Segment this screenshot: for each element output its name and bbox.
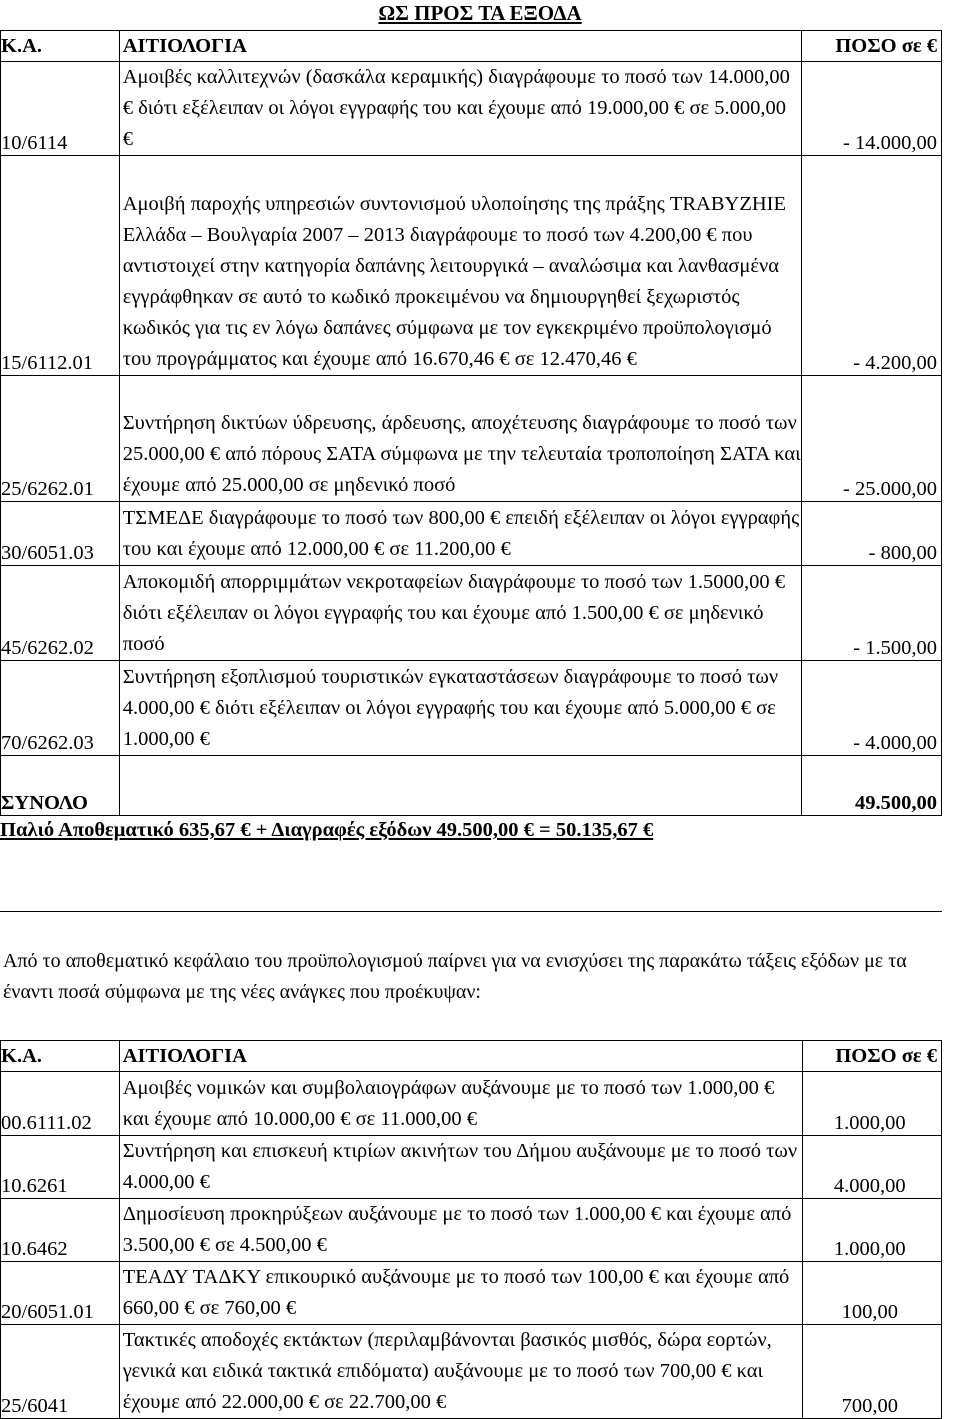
table-row bbox=[1, 661, 942, 756]
divider bbox=[0, 911, 942, 912]
total-row bbox=[1, 756, 942, 816]
row-description: Τακτικές αποδοχές εκτάκτων (περιλαμβάνονται βασικός μισθός, δώρα εορτών, γενικά και ειδικά τακτικά επιδόματα) αυξάνουμε με το ποσό των 700,00 € και έχουμε από 22.000,00 € σε 22.700,00 € bbox=[119, 1325, 802, 1419]
row-amount: - 4.200,00 bbox=[802, 156, 942, 376]
table-header bbox=[1, 1041, 942, 1072]
row-description: ΤΕΑΔΥ ΤΑΔΚΥ επικουρικό αυξάνουμε με το ποσό των 100,00 € και έχουμε από 660,00 € σε 760,00 € bbox=[119, 1262, 802, 1325]
row-amount: 1.000,00 bbox=[802, 1199, 941, 1262]
row-amount: 1.000,00 bbox=[802, 1072, 941, 1136]
table-row bbox=[1, 376, 942, 502]
table-row bbox=[1, 566, 942, 661]
row-amount: 700,00 bbox=[802, 1325, 941, 1419]
row-description: Αμοιβή παροχής υπηρεσιών συντονισμού υλοποίησης της πράξης TRABYZHIE Ελλάδα – Βουλγαρία 2007 – 2013 διαγράφουμε το ποσό των 4.200,00 € που αντιστοιχεί στην κατηγορία δαπάνης λειτουργικά – αναλώσιμα και λανθασμένα εγγράφθηκαν σε αυτό το κωδικό προκειμένου να δημιουργηθεί ξεχωριστός κωδικός για τις εν λόγω δαπάνες σύμφωνα με τον εγκεκριμένο προϋπολογισμό του προγράμματος και έχουμε από 16.670,46 € σε 12.470,46 € bbox=[119, 156, 802, 376]
total-label: ΣΥΝΟΛΟ bbox=[1, 756, 120, 816]
total-value: 49.500,00 bbox=[802, 756, 942, 816]
header-amount: ΠΟΣΟ σε € bbox=[802, 31, 942, 62]
table-row bbox=[1, 1262, 942, 1325]
intro-paragraph: Από το αποθεματικό κεφάλαιο του προϋπολογισμού παίρνει για να ενισχύσει της παρακάτω τάξεις εξόδων με τα έναντι ποσά σύμφωνα με της νέες ανάγκες που προέκυψαν: bbox=[3, 950, 907, 1003]
header-amount: ΠΟΣΟ σε € bbox=[802, 1041, 941, 1072]
table-row bbox=[1, 1136, 942, 1199]
header-code: Κ.Α. bbox=[1, 31, 120, 62]
row-amount: - 25.000,00 bbox=[802, 376, 942, 502]
row-description: Αμοιβές νομικών και συμβολαιογράφων αυξάνουμε με το ποσό των 1.000,00 € και έχουμε από 10.000,00 € σε 11.000,00 € bbox=[119, 1072, 802, 1136]
row-code: 30/6051.03 bbox=[1, 502, 120, 566]
row-code: 10.6261 bbox=[1, 1136, 120, 1199]
row-code: 45/6262.02 bbox=[1, 566, 120, 661]
row-code: 15/6112.01 bbox=[1, 156, 120, 376]
table-header bbox=[1, 31, 942, 62]
row-description: Δημοσίευση προκηρύξεων αυξάνουμε με το ποσό των 1.000,00 € και έχουμε από 3.500,00 € σε 4.500,00 € bbox=[119, 1199, 802, 1262]
row-code: 70/6262.03 bbox=[1, 661, 120, 756]
row-description: ΤΣΜΕΔΕ διαγράφουμε το ποσό των 800,00 € επειδή εξέλειπαν οι λόγοι εγγραφής του και έχουμε από 12.000,00 € σε 11.200,00 € bbox=[119, 502, 802, 566]
old-reserve-line: Παλιό Αποθεματικό 635,67 € + Διαγραφές εξόδων 49.500,00 € = 50.135,67 € bbox=[0, 819, 654, 841]
table-row bbox=[1, 1072, 942, 1136]
row-description: Αποκομιδή απορριμμάτων νεκροταφείων διαγράφουμε το ποσό των 1.5000,00 € διότι εξέλειπαν οι λόγοι εγγραφής του και έχουμε από 1.500,00 € σε μηδενικό ποσό bbox=[119, 566, 802, 661]
row-code: 10.6462 bbox=[1, 1199, 120, 1262]
row-amount: - 4.000,00 bbox=[802, 661, 942, 756]
header-description: ΑΙΤΙΟΛΟΓΙΑ bbox=[119, 1041, 802, 1072]
row-code: 20/6051.01 bbox=[1, 1262, 120, 1325]
table-row bbox=[1, 1325, 942, 1419]
header-code: Κ.Α. bbox=[1, 1041, 120, 1072]
table-row bbox=[1, 1199, 942, 1262]
section-title: ΩΣ ΠΡΟΣ ΤΑ ΕΞΟΔΑ bbox=[378, 1, 582, 25]
row-amount: - 1.500,00 bbox=[802, 566, 942, 661]
table-row bbox=[1, 502, 942, 566]
row-description: Συντήρηση και επισκευή κτιρίων ακινήτων του Δήμου αυξάνουμε με το ποσό των 4.000,00 € bbox=[119, 1136, 802, 1199]
row-description: Συντήρηση δικτύων ύδρευσης, άρδευσης, αποχέτευσης διαγράφουμε το ποσό των 25.000,00 € από πόρους ΣΑΤΑ σύμφωνα με την τελευταία τροποποίηση ΣΑΤΑ και έχουμε από 25.000,00 σε μηδενικό ποσό bbox=[119, 376, 802, 502]
expense-increases-table bbox=[0, 1040, 942, 1419]
row-code: 00.6111.02 bbox=[1, 1072, 120, 1136]
row-code: 25/6041 bbox=[1, 1325, 120, 1419]
row-amount: - 14.000,00 bbox=[802, 62, 942, 156]
row-code: 10/6114 bbox=[1, 62, 120, 156]
row-description: Αμοιβές καλλιτεχνών (δασκάλα κεραμικής) διαγράφουμε το ποσό των 14.000,00 € διότι εξέλειπαν οι λόγοι εγγραφής του και έχουμε από 19.000,00 € σε 5.000,00 € bbox=[119, 62, 802, 156]
row-amount: - 800,00 bbox=[802, 502, 942, 566]
row-code: 25/6262.01 bbox=[1, 376, 120, 502]
total-spacer bbox=[119, 756, 802, 816]
table-row bbox=[1, 62, 942, 156]
row-amount: 4.000,00 bbox=[802, 1136, 941, 1199]
row-description: Συντήρηση εξοπλισμού τουριστικών εγκαταστάσεων διαγράφουμε το ποσό των 4.000,00 € διότι εξέλειπαν οι λόγοι εγγραφής του και έχουμε από 5.000,00 € σε 1.000,00 € bbox=[119, 661, 802, 756]
expense-deletions-table bbox=[0, 30, 942, 816]
row-amount: 100,00 bbox=[802, 1262, 941, 1325]
header-description: ΑΙΤΙΟΛΟΓΙΑ bbox=[119, 31, 802, 62]
table-row bbox=[1, 156, 942, 376]
